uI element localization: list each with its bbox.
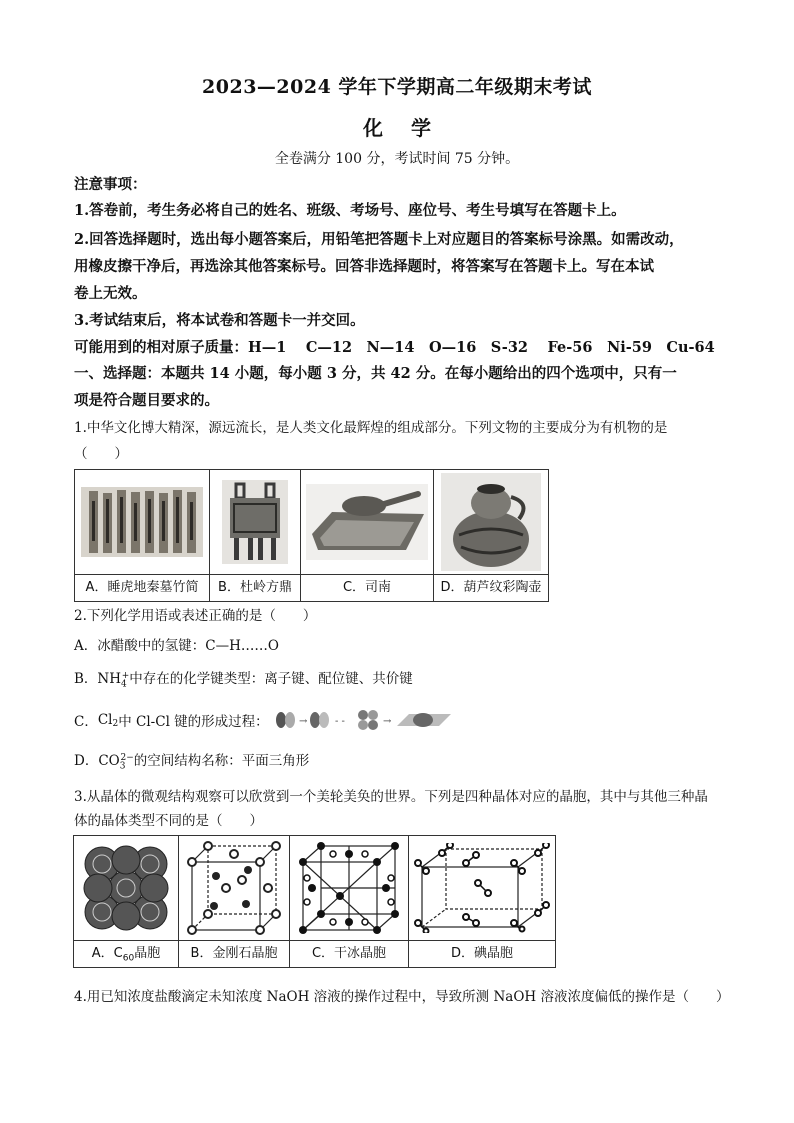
compass-sinan-image xyxy=(306,484,428,560)
iodine-cell-image xyxy=(414,843,550,933)
q3-option-a-label: A．C xyxy=(91,946,123,961)
q2-option-b-text: 中存在的化学键类型：离子键、配位键、共价键 xyxy=(129,671,413,687)
subject-title: 化学 xyxy=(363,116,459,140)
q3-option-a xyxy=(74,941,178,967)
c60-crystal-image xyxy=(80,842,172,934)
ammonium-formula: NH xyxy=(97,671,122,687)
ding-vessel-image xyxy=(222,480,288,564)
atomic-masses: 可能用到的相对原子质量：H—1 C—12 N—14 O—16 S-32 Fe-56 Ni-59 Cu-64 xyxy=(74,339,715,356)
exam-info: 全卷满分 100 分，考试时间 75 分钟。 xyxy=(274,151,520,167)
q2-option-b-label: B． xyxy=(74,671,98,687)
q1-stem-bracket: （ ） xyxy=(74,446,128,462)
notes-heading: 注意事项： xyxy=(74,176,147,193)
svg-text:→: → xyxy=(298,716,308,727)
q2-option-c xyxy=(74,708,453,732)
diamond-cell-image xyxy=(184,840,284,936)
svg-text:→: → xyxy=(382,716,392,727)
q2-option-d-text: 的空间结构名称：平面三角形 xyxy=(133,753,310,769)
carbonate-formula: CO xyxy=(98,753,120,769)
q2-stem: 2.下列化学用语或表述正确的是（ ） xyxy=(74,608,317,624)
carbonate-charge: 2− xyxy=(120,752,134,763)
q3-stem: 3.从晶体的微观结构观察可以欣赏到一个美轮美奂的世界。下列是四种晶体对应的晶胞，其中与其他三种晶 xyxy=(74,789,708,805)
q2-option-c-text: 中 Cl-Cl 键的形成过程： xyxy=(118,714,269,730)
c60-subscript: 60 xyxy=(122,953,135,964)
note-1: 1.答卷前，考生务必将自己的姓名、班级、考场号、座位号、考生号填写在答题卡上。 xyxy=(74,202,626,219)
ammonium-subscript: 4 xyxy=(121,679,127,690)
chlorine-subscript: 2 xyxy=(112,719,119,729)
exam-title: 2023—2024 学年下学期高二年级期末考试 xyxy=(202,76,592,98)
note-2a: 2.回答选择题时，选出每小题答案后，用铅笔把答题卡上对应题目的答案标号涂黑。如需改动， xyxy=(74,231,684,248)
q3-stem-cont: 体的晶体类型不同的是（ ） xyxy=(74,813,263,829)
q3-option-b: B．金刚石晶胞 xyxy=(190,946,278,961)
gourd-pottery-image xyxy=(441,473,541,571)
q3-option-a-text: 晶胞 xyxy=(134,946,161,961)
q2-option-d xyxy=(74,749,309,772)
note-2b: 用橡皮擦干净后，再选涂其他答案标号。回答非选择题时，将答案写在答题卡上。写在本试 xyxy=(74,258,654,275)
orbital-overlap-diagram xyxy=(273,708,453,732)
q1-option-d: D．葫芦纹彩陶壶 xyxy=(440,580,542,595)
q4-stem: 4.用已知浓度盐酸滴定未知浓度 NaOH 溶液的操作过程中，导致所测 NaOH 溶液浓度偏低的操作是（ ） xyxy=(74,989,730,1005)
q2-option-d-label: D． xyxy=(74,753,99,769)
note-2c: 卷上无效。 xyxy=(74,285,147,302)
q2-option-c-label: C． xyxy=(74,714,98,730)
dry-ice-cell-image xyxy=(295,840,403,936)
ammonium-charge: + xyxy=(121,670,130,681)
svg-text:- -: - - xyxy=(334,716,345,727)
note-3: 3.考试结束后，将本试卷和答题卡一并交回。 xyxy=(74,312,365,329)
carbonate-subscript: 3 xyxy=(119,761,126,772)
section-1-line-2: 项是符合题目要求的。 xyxy=(74,392,219,409)
q1-option-c: C．司南 xyxy=(342,580,392,595)
q2-option-b xyxy=(74,667,413,690)
q1-option-b: B．杜岭方鼎 xyxy=(218,580,292,595)
q3-option-c: C．干冰晶胞 xyxy=(311,946,387,961)
q2-option-a: A．冰醋酸中的氢键：C—H……O xyxy=(74,638,279,654)
bamboo-slips-image xyxy=(81,487,203,557)
chlorine-formula: Cl xyxy=(97,712,113,728)
q1-option-a: A．睡虎地秦墓竹简 xyxy=(85,580,199,595)
q3-image-table xyxy=(73,835,556,968)
q1-stem: 1.中华文化博大精深，源远流长，是人类文化最辉煌的组成部分。下列文物的主要成分为有机物的是 xyxy=(74,420,668,436)
q1-image-table xyxy=(74,469,549,602)
q3-option-d: D．碘晶胞 xyxy=(450,946,513,961)
section-1-line-1: 一、选择题：本题共 14 小题，每小题 3 分，共 42 分。在每小题给出的四个选项中，只有一 xyxy=(74,365,677,382)
